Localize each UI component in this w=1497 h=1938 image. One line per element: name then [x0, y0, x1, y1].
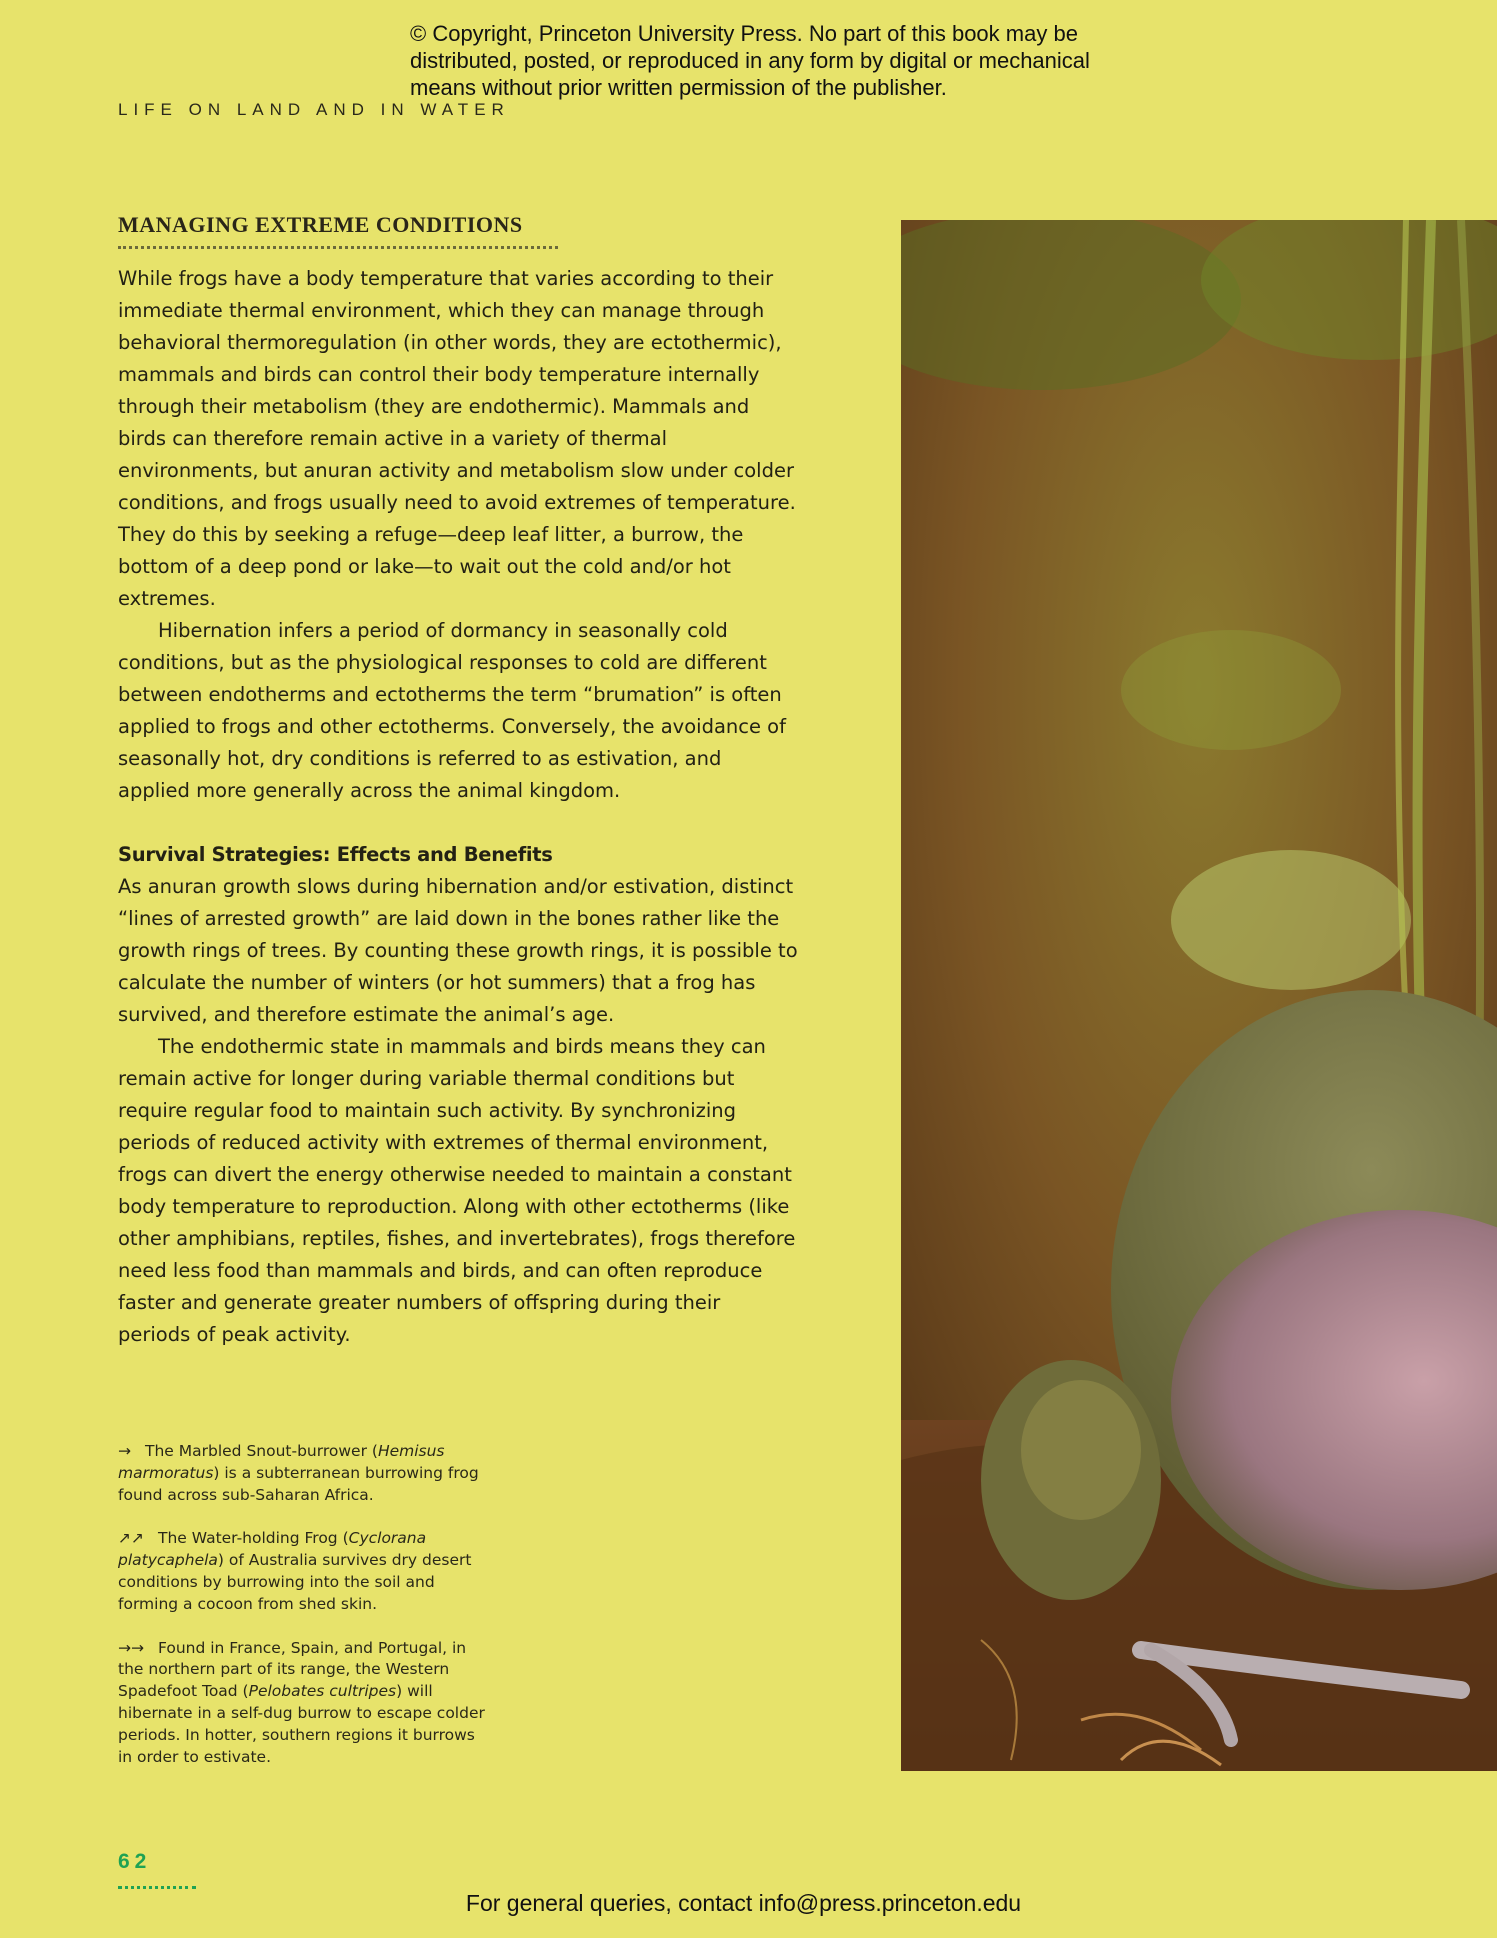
page-number-dotted-rule — [118, 1886, 196, 1889]
section-title: MANAGING EXTREME CONDITIONS — [118, 212, 523, 237]
frog-photo-illustration — [901, 220, 1497, 1771]
caption-item: →→ Found in France, Spain, and Portugal, in the northern part of its range, the Western Spadefoot Toad (Pelobates cultripes) will hibernate in a self-dug burrow to escape colder periods. In hotter, southern regions it burrows in order to estivate. — [118, 1638, 485, 1766]
photo-captions — [118, 1441, 488, 1790]
running-head: LIFE ON LAND AND IN WATER — [118, 100, 510, 119]
frog-photo — [901, 220, 1497, 1771]
body-paragraph: Hibernation infers a period of dormancy in seasonally cold conditions, but as the physiological responses to cold are different between endotherms and ectotherms the term “brumation” is often applied to frogs and other ectotherms. Conversely, the avoidance of seasonally hot, dry conditions is referred to as estivation, and applied more generally across the animal kingdom. — [118, 619, 786, 802]
body-paragraph: While frogs have a body temperature that varies according to their immediate thermal environment, which they can manage through behavioral thermoregulation (in other words, they are ectothermic), mammals and birds can control their body temperature internally through their metabolism (they are endothermic). Mammals and birds can therefore remain active in a variety of thermal environments, but anuran activity and metabolism slow under colder conditions, and frogs usually need to avoid extremes of temperature. They do this by seeking a refuge—deep leaf litter, a burrow, the bottom of a deep pond or lake—to wait out the cold and/or hot extremes. — [118, 267, 796, 610]
body-paragraph: As anuran growth slows during hibernation and/or estivation, distinct “lines of arrested growth” are laid down in the bones rather like the growth rings of trees. By counting these growth rings, it is possible to calculate the number of winters (or hot summers) that a frog has survived, and therefore estimate the animal’s age. — [118, 875, 798, 1026]
copyright-line-1: © Copyright, Princeton University Press. No part of this book may be — [410, 21, 1078, 46]
page-number: 62 — [118, 1850, 152, 1873]
copyright-notice — [410, 20, 1110, 101]
copyright-line-3: means without prior written permission of the publisher. — [410, 75, 947, 100]
right-arrow-icon: → — [118, 1442, 131, 1460]
up-right-arrows-icon: ↗↗ — [118, 1529, 144, 1548]
copyright-line-2: distributed, posted, or reproduced in any form by digital or mechanical — [410, 48, 1090, 73]
body-paragraph: The endothermic state in mammals and birds means they can remain active for longer during variable thermal conditions but require regular food to maintain such activity. By synchronizing periods of reduced activity with extremes of thermal environment, frogs can divert the energy otherwise needed to maintain a constant body temperature to reproduction. Along with other ectotherms (like other amphibians, reptiles, fishes, and invertebrates), frogs therefore need less food than mammals and birds, and can often reproduce faster and generate greater numbers of offspring during their periods of peak activity. — [118, 1035, 796, 1346]
body-text — [118, 263, 798, 1351]
caption-item: → The Marbled Snout-burrower (Hemisus marmoratus) is a subterranean burrowing frog found across sub-Saharan Africa. — [118, 1442, 479, 1504]
double-right-arrow-icon: →→ — [118, 1638, 144, 1657]
caption-item: ↗↗ The Water-holding Frog (Cyclorana platycaphela) of Australia survives dry desert conditions by burrowing into the soil and forming a cocoon from shed skin. — [118, 1529, 472, 1613]
subsection-title: Survival Strategies: Effects and Benefits — [118, 843, 553, 866]
title-dotted-rule — [118, 246, 558, 249]
footer-contact: For general queries, contact info@press.princeton.edu — [465, 1890, 1022, 1916]
